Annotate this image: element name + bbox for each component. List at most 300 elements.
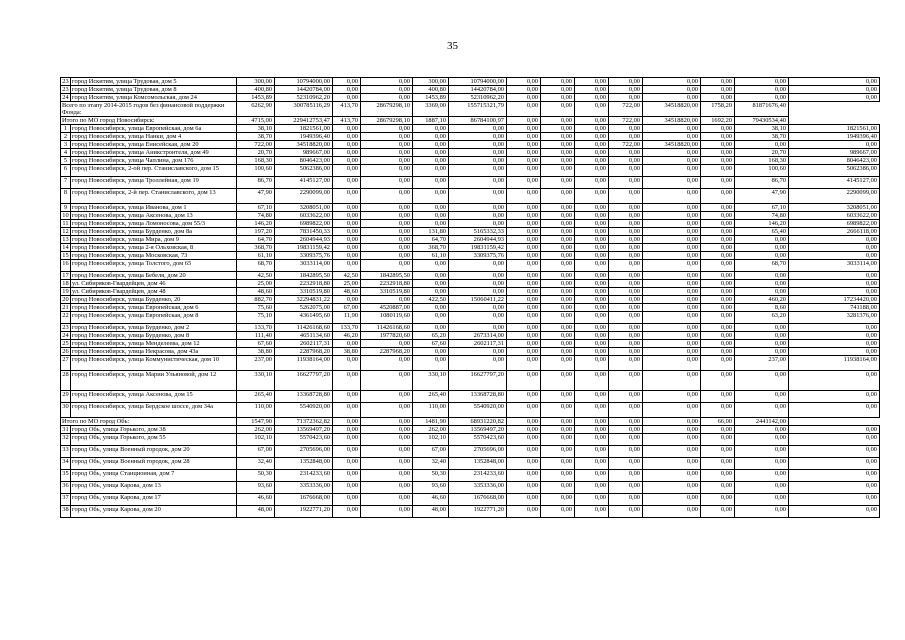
table-row: [61, 157, 880, 165]
value-cell: 0,00: [789, 458, 880, 470]
value-cell: 0,00: [541, 94, 575, 102]
value-cell: 0,00: [541, 102, 575, 117]
value-cell: 0,00: [333, 426, 361, 434]
value-cell: 413,70: [333, 102, 361, 117]
value-cell: 0,00: [413, 204, 449, 212]
value-cell: 0,00: [507, 94, 541, 102]
value-cell: 0,00: [701, 280, 735, 288]
value-cell: 0,00: [609, 212, 643, 220]
value-cell: 300785116,29: [275, 102, 333, 117]
value-cell: 0,00: [507, 157, 541, 165]
value-cell: 0,00: [789, 280, 880, 288]
value-cell: 0,00: [609, 177, 643, 189]
value-cell: 0,00: [333, 494, 361, 506]
value-cell: 0,00: [507, 252, 541, 260]
value-cell: 0,00: [575, 288, 609, 296]
value-cell: 4145127,00: [275, 177, 333, 189]
value-cell: 8046423,00: [275, 157, 333, 165]
value-cell: 5062386,00: [789, 165, 880, 177]
table-row: [61, 482, 880, 494]
value-cell: 0,00: [575, 260, 609, 272]
value-cell: 0,00: [413, 324, 449, 332]
value-cell: 52310962,20: [275, 94, 333, 102]
row-number-cell: 24: [62, 94, 69, 101]
value-cell: 19831159,42: [449, 244, 507, 252]
value-cell: 47,90: [237, 189, 275, 204]
value-cell: 0,00: [361, 446, 413, 458]
value-cell: 0,00: [541, 204, 575, 212]
value-cell: 0,00: [507, 260, 541, 272]
value-cell: 0,00: [609, 94, 643, 102]
value-cell: 0,00: [575, 78, 609, 86]
value-cell: 0,00: [789, 288, 880, 296]
value-cell: 0,00: [609, 220, 643, 228]
row-number-cell: 34: [61, 458, 71, 470]
value-cell: 0,00: [701, 149, 735, 157]
value-cell: 48,60: [333, 288, 361, 296]
address-cell: город Новосибирск, улица Иванова, дом 1: [71, 204, 237, 212]
value-cell: 0,00: [333, 506, 361, 518]
address-cell: город Новосибирск, улица Европейская, дом 6: [71, 304, 237, 312]
value-cell: 0,00: [643, 348, 701, 356]
value-cell: 0,00: [609, 280, 643, 288]
value-cell: 0,00: [449, 304, 507, 312]
value-cell: 0,00: [735, 252, 789, 260]
value-cell: 5262075,00: [275, 304, 333, 312]
value-cell: 6033622,00: [275, 212, 333, 220]
value-cell: 2602117,31: [449, 340, 507, 348]
value-cell: 3310519,80: [361, 288, 413, 296]
value-cell: 0,00: [643, 204, 701, 212]
value-cell: 0,00: [575, 470, 609, 482]
value-cell: 2290099,00: [789, 189, 880, 204]
value-cell: 0,00: [333, 228, 361, 236]
value-cell: 10794000,00: [275, 78, 333, 86]
value-cell: 0,00: [541, 403, 575, 418]
row-number-cell: 10: [62, 212, 69, 219]
value-cell: 0,00: [609, 244, 643, 252]
table-row-total: [61, 117, 880, 125]
address-cell: город Новосибирск, улица Толстого, дом 65: [71, 260, 237, 272]
value-cell: 0,00: [701, 434, 735, 446]
value-cell: 0,00: [575, 189, 609, 204]
table-row: [61, 470, 880, 482]
value-cell: 64,70: [413, 236, 449, 244]
value-cell: 0,00: [333, 434, 361, 446]
value-cell: 0,00: [701, 446, 735, 458]
value-cell: 50,30: [413, 470, 449, 482]
address-cell: город Обь, улица Горького, дом 38: [71, 426, 237, 434]
value-cell: 131,80: [413, 228, 449, 236]
value-cell: 8,60: [735, 304, 789, 312]
value-cell: 3369,00: [413, 102, 449, 117]
value-cell: 0,00: [507, 446, 541, 458]
value-cell: 133,70: [237, 324, 275, 332]
value-cell: 0,00: [789, 403, 880, 418]
value-cell: 0,00: [609, 133, 643, 141]
value-cell: 0,00: [507, 494, 541, 506]
value-cell: 0,00: [701, 165, 735, 177]
value-cell: 1080119,60: [361, 312, 413, 324]
value-cell: 0,00: [333, 458, 361, 470]
value-cell: 168,30: [237, 157, 275, 165]
value-cell: 64,70: [237, 236, 275, 244]
value-cell: 0,00: [507, 356, 541, 371]
value-cell: 34518820,00: [275, 141, 333, 149]
value-cell: 0,00: [333, 296, 361, 304]
address-cell: город Новосибирск, улица Нанки, дом 4: [71, 133, 237, 141]
value-cell: 67,00: [333, 304, 361, 312]
value-cell: 0,00: [541, 125, 575, 133]
value-cell: 14420784,00: [449, 86, 507, 94]
value-cell: 0,00: [413, 125, 449, 133]
table-row-total: [61, 102, 880, 117]
value-cell: 11938164,00: [275, 356, 333, 371]
value-cell: 0,00: [643, 244, 701, 252]
address-cell: ул. Сибиряков-Гвардейцев, дом 46: [71, 280, 237, 288]
value-cell: 0,00: [609, 356, 643, 371]
value-cell: 6989822,00: [789, 220, 880, 228]
value-cell: 0,00: [575, 458, 609, 470]
value-cell: 32,40: [237, 458, 275, 470]
value-cell: 0,00: [643, 149, 701, 157]
value-cell: 0,00: [575, 212, 609, 220]
value-cell: 0,00: [361, 391, 413, 403]
value-cell: 0,00: [701, 348, 735, 356]
address-cell: Всего по этапу 2014-2015 годов без финансовой поддержки Фонда:: [61, 102, 237, 117]
value-cell: 0,00: [609, 426, 643, 434]
value-cell: 0,00: [541, 446, 575, 458]
value-cell: 0,00: [789, 78, 880, 86]
table-row: [61, 434, 880, 446]
value-cell: 0,00: [541, 228, 575, 236]
value-cell: 0,00: [701, 482, 735, 494]
value-cell: 2441142,00: [735, 418, 789, 426]
value-cell: 0,00: [541, 78, 575, 86]
value-cell: 0,00: [643, 133, 701, 141]
value-cell: 0,00: [507, 189, 541, 204]
value-cell: 0,00: [789, 426, 880, 434]
value-cell: 0,00: [643, 272, 701, 280]
value-cell: 52310962,20: [449, 94, 507, 102]
address-cell: город Обь, улица Карова, дом 20: [71, 506, 237, 518]
value-cell: 11,90: [333, 312, 361, 324]
value-cell: 4520887,00: [361, 304, 413, 312]
value-cell: 422,50: [413, 296, 449, 304]
value-cell: 0,00: [735, 403, 789, 418]
value-cell: 6262,90: [237, 102, 275, 117]
value-cell: 5570423,60: [275, 434, 333, 446]
table-row: [61, 189, 880, 204]
value-cell: 0,00: [449, 133, 507, 141]
value-cell: 38,80: [237, 348, 275, 356]
value-cell: 93,60: [413, 482, 449, 494]
value-cell: 111,40: [237, 332, 275, 340]
value-cell: 65,40: [735, 228, 789, 236]
value-cell: 20,70: [735, 149, 789, 157]
table-row: [61, 312, 880, 324]
table-row: [61, 244, 880, 252]
value-cell: 3309375,76: [275, 252, 333, 260]
value-cell: 0,00: [361, 204, 413, 212]
table-row: [61, 141, 880, 149]
value-cell: 0,00: [507, 482, 541, 494]
value-cell: 3033114,00: [275, 260, 333, 272]
value-cell: 0,00: [789, 371, 880, 391]
value-cell: 0,00: [701, 426, 735, 434]
value-cell: 0,00: [609, 252, 643, 260]
value-cell: 0,00: [643, 86, 701, 94]
value-cell: 0,00: [413, 157, 449, 165]
value-cell: 0,00: [643, 324, 701, 332]
value-cell: 0,00: [449, 212, 507, 220]
value-cell: 100,60: [237, 165, 275, 177]
value-cell: 0,00: [507, 304, 541, 312]
address-cell: город Обь, улица Горького, дом 55: [71, 434, 237, 446]
value-cell: 0,00: [507, 86, 541, 94]
value-cell: 0,00: [413, 212, 449, 220]
value-cell: 0,00: [643, 340, 701, 348]
value-cell: 2602117,31: [275, 340, 333, 348]
row-number-cell: 12: [62, 228, 69, 235]
value-cell: 2673314,00: [449, 332, 507, 340]
value-cell: 0,00: [541, 149, 575, 157]
value-cell: 0,00: [575, 149, 609, 157]
value-cell: 0,00: [507, 470, 541, 482]
table-row: [61, 125, 880, 133]
value-cell: 0,00: [609, 312, 643, 324]
table-row: [61, 165, 880, 177]
value-cell: 1842895,50: [361, 272, 413, 280]
value-cell: 0,00: [541, 371, 575, 391]
value-cell: 0,00: [413, 280, 449, 288]
value-cell: 0,00: [361, 340, 413, 348]
value-cell: 0,00: [541, 458, 575, 470]
address-cell: город Обь, улица Военный городок, дом 20: [71, 446, 237, 458]
value-cell: 0,00: [507, 102, 541, 117]
value-cell: 0,00: [789, 332, 880, 340]
value-cell: 0,00: [507, 332, 541, 340]
table-row: [61, 288, 880, 296]
value-cell: 0,00: [789, 252, 880, 260]
value-cell: 0,00: [541, 348, 575, 356]
value-cell: 38,10: [735, 125, 789, 133]
value-cell: 0,00: [789, 324, 880, 332]
value-cell: 0,00: [449, 356, 507, 371]
value-cell: 989667,00: [275, 149, 333, 157]
value-cell: 0,00: [701, 260, 735, 272]
row-number-cell: 37: [61, 494, 71, 506]
value-cell: 300,00: [413, 78, 449, 86]
value-cell: 0,00: [735, 288, 789, 296]
value-cell: 71372362,82: [275, 418, 333, 426]
row-number-cell: 18: [62, 280, 69, 287]
value-cell: 0,00: [701, 244, 735, 252]
value-cell: 0,00: [413, 149, 449, 157]
table-row: [61, 149, 880, 157]
value-cell: 0,00: [541, 133, 575, 141]
value-cell: 0,00: [507, 236, 541, 244]
value-cell: 0,00: [507, 149, 541, 157]
value-cell: 0,00: [701, 94, 735, 102]
value-cell: 1352848,00: [449, 458, 507, 470]
value-cell: 0,00: [541, 482, 575, 494]
value-cell: 0,00: [333, 391, 361, 403]
row-number-cell: 33: [61, 446, 71, 458]
value-cell: 0,00: [609, 332, 643, 340]
value-cell: 0,00: [609, 371, 643, 391]
value-cell: 102,10: [413, 434, 449, 446]
value-cell: 262,00: [237, 426, 275, 434]
value-cell: 0,00: [575, 102, 609, 117]
value-cell: 0,00: [449, 125, 507, 133]
value-cell: 0,00: [449, 220, 507, 228]
value-cell: 0,00: [643, 189, 701, 204]
value-cell: 0,00: [789, 391, 880, 403]
value-cell: 0,00: [609, 157, 643, 165]
value-cell: 0,00: [735, 470, 789, 482]
value-cell: 1949396,40: [275, 133, 333, 141]
value-cell: 0,00: [361, 220, 413, 228]
value-cell: 0,00: [333, 86, 361, 94]
value-cell: 0,00: [507, 125, 541, 133]
value-cell: 0,00: [643, 470, 701, 482]
value-cell: 67,10: [237, 204, 275, 212]
value-cell: 0,00: [507, 418, 541, 426]
row-number-cell: 22: [61, 312, 71, 324]
table-row: [61, 78, 880, 86]
value-cell: 0,00: [575, 348, 609, 356]
row-number-cell: 15: [62, 252, 69, 259]
value-cell: 0,00: [575, 506, 609, 518]
value-cell: 3033114,00: [789, 260, 880, 272]
value-cell: 0,00: [643, 220, 701, 228]
row-number-cell: 4: [61, 149, 71, 157]
address-cell: город Новосибирск, улица Некрасова, дом 43а: [71, 348, 237, 356]
value-cell: 133,70: [333, 324, 361, 332]
value-cell: 0,00: [575, 324, 609, 332]
value-cell: 1949396,40: [789, 133, 880, 141]
row-number-cell: 8: [61, 189, 71, 204]
value-cell: 20,70: [237, 149, 275, 157]
table-row: [61, 403, 880, 418]
value-cell: 0,00: [643, 260, 701, 272]
value-cell: 0,00: [575, 157, 609, 165]
value-cell: 0,00: [541, 340, 575, 348]
value-cell: 2666118,00: [789, 228, 880, 236]
value-cell: 8046423,00: [789, 157, 880, 165]
value-cell: 0,00: [643, 418, 701, 426]
table-row: [61, 391, 880, 403]
value-cell: 0,00: [361, 426, 413, 434]
row-number-cell: 31: [62, 426, 69, 433]
value-cell: 0,00: [449, 149, 507, 157]
value-cell: 0,00: [541, 280, 575, 288]
value-cell: 0,00: [361, 157, 413, 165]
address-cell: город Обь, улица Карова, дом 17: [71, 494, 237, 506]
value-cell: 0,00: [701, 272, 735, 280]
value-cell: 0,00: [789, 94, 880, 102]
value-cell: 460,20: [735, 296, 789, 304]
value-cell: 146,20: [735, 220, 789, 228]
value-cell: 11426168,60: [275, 324, 333, 332]
value-cell: 0,00: [735, 244, 789, 252]
value-cell: 0,00: [701, 236, 735, 244]
value-cell: 0,00: [507, 177, 541, 189]
value-cell: 0,00: [333, 212, 361, 220]
row-number-cell: 25: [62, 340, 69, 347]
row-number-cell: 23: [62, 86, 69, 93]
value-cell: 0,00: [701, 133, 735, 141]
value-cell: 0,00: [361, 506, 413, 518]
value-cell: 0,00: [643, 482, 701, 494]
value-cell: 10794000,00: [449, 78, 507, 86]
value-cell: 0,00: [701, 228, 735, 236]
value-cell: 0,00: [333, 189, 361, 204]
value-cell: 0,00: [701, 189, 735, 204]
value-cell: 38,80: [333, 348, 361, 356]
table-body: [61, 78, 880, 518]
value-cell: 0,00: [575, 252, 609, 260]
value-cell: 0,00: [735, 272, 789, 280]
value-cell: 0,00: [701, 304, 735, 312]
value-cell: 4361495,60: [275, 312, 333, 324]
value-cell: 75,10: [237, 312, 275, 324]
value-cell: 0,00: [413, 133, 449, 141]
value-cell: 0,00: [701, 220, 735, 228]
value-cell: 722,00: [609, 117, 643, 125]
value-cell: 0,00: [575, 494, 609, 506]
value-cell: 0,00: [333, 356, 361, 371]
table-row: [61, 133, 880, 141]
value-cell: 66,00: [701, 418, 735, 426]
value-cell: 0,00: [575, 133, 609, 141]
value-cell: 32,40: [413, 458, 449, 470]
value-cell: 67,00: [237, 446, 275, 458]
value-cell: 0,00: [507, 296, 541, 304]
value-cell: 0,00: [575, 125, 609, 133]
table-row: [61, 236, 880, 244]
value-cell: 0,00: [449, 312, 507, 324]
value-cell: 38,70: [735, 133, 789, 141]
value-cell: 2705696,00: [275, 446, 333, 458]
value-cell: 1821561,00: [789, 125, 880, 133]
value-cell: 2604944,93: [449, 236, 507, 244]
value-cell: 0,00: [361, 418, 413, 426]
value-cell: 0,00: [333, 177, 361, 189]
value-cell: 0,00: [701, 403, 735, 418]
value-cell: 4651134,60: [275, 332, 333, 340]
value-cell: 6989822,00: [275, 220, 333, 228]
value-cell: 0,00: [609, 288, 643, 296]
value-cell: 0,00: [333, 470, 361, 482]
value-cell: 50,30: [237, 470, 275, 482]
address-cell: город Новосибирск, улица Коммунистическая, дом 10: [71, 356, 237, 371]
table-row: [61, 371, 880, 391]
address-cell: город Новосибирск, улица Аникстронтеля, дом 49: [71, 149, 237, 157]
value-cell: 0,00: [361, 149, 413, 157]
value-cell: 0,00: [333, 141, 361, 149]
value-cell: 0,00: [413, 189, 449, 204]
value-cell: 5540920,00: [275, 403, 333, 418]
value-cell: 0,00: [609, 391, 643, 403]
value-cell: 0,00: [541, 470, 575, 482]
value-cell: 0,00: [609, 470, 643, 482]
value-cell: 0,00: [789, 506, 880, 518]
value-cell: 0,00: [735, 78, 789, 86]
value-cell: 0,00: [361, 356, 413, 371]
value-cell: 0,00: [507, 340, 541, 348]
